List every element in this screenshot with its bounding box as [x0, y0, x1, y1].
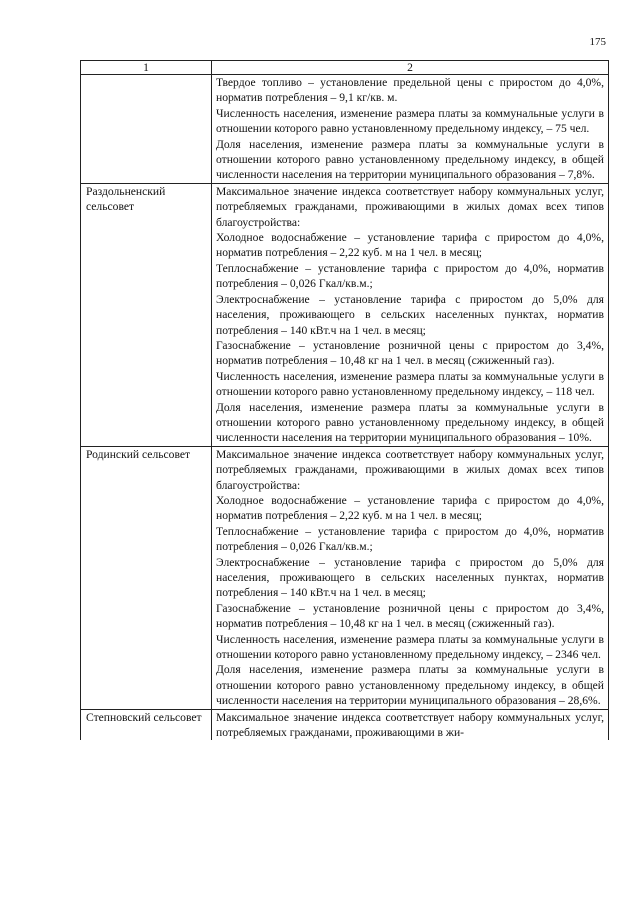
municipality-name-cell: Родинский сельсовет: [81, 446, 212, 709]
paragraph: Холодное водоснабжение – установление тарифа с приростом до 4,0%, норматив потребления – 2,22 куб. м на 1 чел. в месяц;: [216, 493, 604, 523]
column-header-1: 1: [81, 61, 212, 75]
description-cell: [212, 446, 609, 709]
paragraph: Доля населения, изменение размера платы за коммунальные услуги в отношении которого равно установленному предельному индексу, в общей численности населения на территории муниципального образования – 28,6%.: [216, 663, 604, 708]
paragraph: Электроснабжение – установление тарифа с приростом до 5,0% для населения, проживающего в сельских населенных пунктах, норматив потребления – 140 кВт.ч на 1 чел. в месяц;: [216, 292, 604, 337]
paragraph: Максимальное значение индекса соответствует набору коммунальных услуг, потребляемых гражданами, проживающими в жи-: [216, 710, 604, 740]
table-header-row: [81, 61, 609, 75]
municipality-name-cell: Раздольненский сельсовет: [81, 183, 212, 446]
paragraph: Твердое топливо – установление предельной цены с приростом до 4,0%, норматив потребления – 9,1 кг/кв. м.: [216, 76, 604, 105]
paragraph: Максимальное значение индекса соответствует набору коммунальных услуг, потребляемых гражданами, проживающими в жилых домах всех типов благоустройства:: [216, 447, 604, 492]
paragraph: Газоснабжение – установление розничной цены с приростом до 3,4%, норматив потребления – 10,48 кг на 1 чел. в месяц (сжиженный газ).: [216, 601, 604, 631]
paragraph: Теплоснабжение – установление тарифа с приростом до 4,0%, норматив потребления – 0,026 Гкал/кв.м.;: [216, 261, 604, 291]
paragraph: Холодное водоснабжение – установление тарифа с приростом до 4,0%, норматив потребления – 2,22 куб. м на 1 чел. в месяц;: [216, 231, 604, 260]
column-header-2: 2: [212, 61, 609, 75]
paragraph: Электроснабжение – установление тарифа с приростом до 5,0% для населения, проживающего в сельских населенных пунктах, норматив потребления – 140 кВт.ч на 1 чел. в месяц;: [216, 555, 604, 600]
description-cell: [212, 75, 609, 184]
paragraph: Газоснабжение – установление розничной цены с приростом до 3,4%, норматив потребления – 10,48 кг на 1 чел. в месяц (сжиженный газ).: [216, 338, 604, 368]
paragraph: Максимальное значение индекса соответствует набору коммунальных услуг, потребляемых гражданами, проживающими в жилых домах всех типов благоустройства:: [216, 184, 604, 229]
description-cell: [212, 709, 609, 740]
table-row: [81, 75, 609, 184]
paragraph: Доля населения, изменение размера платы за коммунальные услуги в отношении которого равно установленному предельному индексу, в общей численности населения на территории муниципального образования – 10%.: [216, 400, 604, 445]
description-cell: [212, 183, 609, 446]
indices-table: [80, 60, 609, 740]
paragraph: Численность населения, изменение размера платы за коммунальные услуги в отношении которого равно установленному предельному индексу, – 75 чел.: [216, 106, 604, 136]
table-row: [81, 446, 609, 709]
municipality-name-cell: [81, 75, 212, 184]
table-row: [81, 709, 609, 740]
municipality-name-cell: Степновский сельсовет: [81, 709, 212, 740]
paragraph: Теплоснабжение – установление тарифа с приростом до 4,0%, норматив потребления – 0,026 Гкал/кв.м.;: [216, 524, 604, 554]
table-row: [81, 183, 609, 446]
paragraph: Численность населения, изменение размера платы за коммунальные услуги в отношении которого равно установленному предельному индексу, – 2346 чел.: [216, 632, 604, 662]
paragraph: Доля населения, изменение размера платы за коммунальные услуги в отношении которого равно установленному предельному индексу, в общей численности населения на территории муниципального образования – 7,8%.: [216, 137, 604, 182]
page-number: 175: [589, 36, 606, 48]
paragraph: Численность населения, изменение размера платы за коммунальные услуги в отношении которого равно установленному предельному индексу, – 118 чел.: [216, 369, 604, 399]
